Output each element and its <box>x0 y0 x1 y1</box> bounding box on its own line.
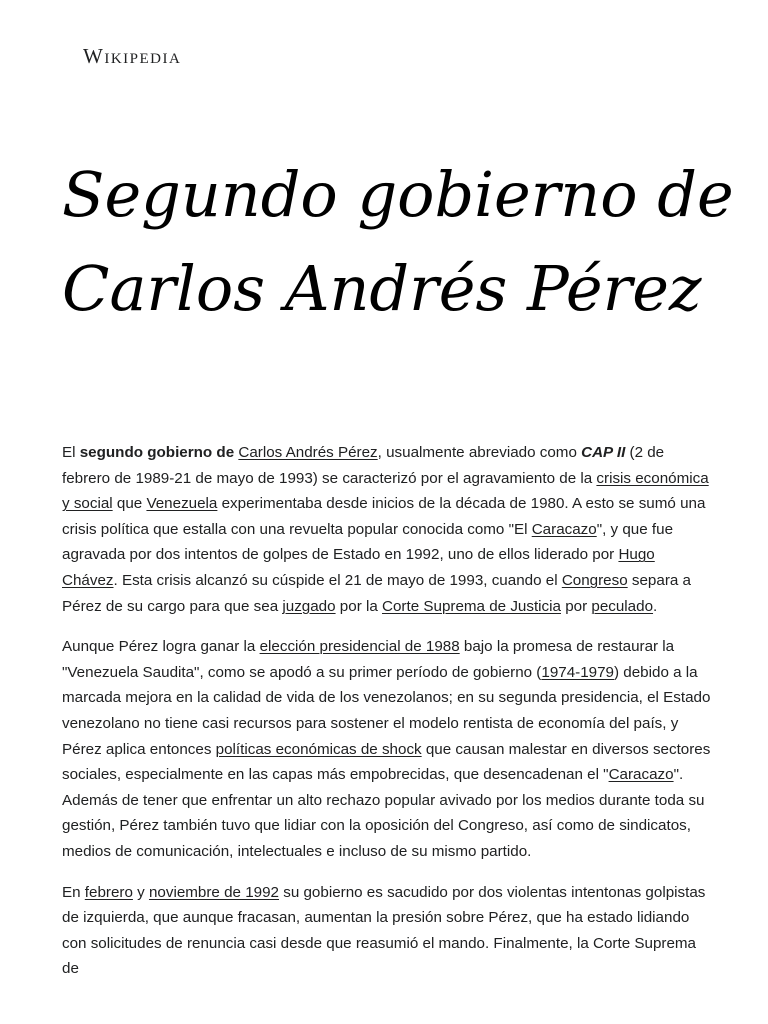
text: En <box>62 883 85 901</box>
text: y <box>132 883 149 901</box>
text: ", y que fue agravada por dos intentos de golpes de Estado en 1992, uno de ellos liderado por <box>62 520 674 564</box>
paragraph-2 <box>62 634 712 864</box>
text: ". Además de tener que enfrentar un alto rechazo popular avivado por los medios durante toda su gestión, Pérez también tuvo que lidiar con la oposición del Congreso, así como de sindicatos, medios de comunicación, intelectuales e incluso de su mismo partido. <box>62 766 705 860</box>
text: por la <box>335 597 383 615</box>
link-noviembre-1992[interactable]: noviembre de 1992 <box>148 883 279 901</box>
wikipedia-logo[interactable]: Wikipedia <box>83 44 182 68</box>
link-congreso[interactable]: Congreso <box>561 571 628 589</box>
text: , usualmente abreviado como <box>377 444 582 461</box>
text: . Esta crisis alcanzó su cúspide el 21 de mayo de 1993, cuando el <box>113 571 562 589</box>
text: que <box>112 495 147 513</box>
page-title: Segundo gobierno de Carlos Andrés Pérez <box>62 158 734 325</box>
link-juzgado[interactable]: juzgado <box>282 597 336 615</box>
abbreviation: CAP II <box>581 444 626 461</box>
bold-italic-text <box>581 444 625 461</box>
link-venezuela[interactable]: Venezuela <box>146 495 218 513</box>
article-body <box>62 440 712 997</box>
link-crisis-economica[interactable]: crisis económica y social <box>62 469 709 513</box>
text: bajo la promesa de restaurar la "Venezuela Saudita", como se apodó a su primer período de gobierno ( <box>62 638 675 681</box>
text: separa a Pérez de su cargo para que sea <box>62 571 691 615</box>
text: ) debido a la marcada mejora en la calidad de vida de los venezolanos; en su segunda presidencia, el Estado venezolano no tiene casi recursos para sostener el modelo rentista de economía del país, y Pérez aplica entonces <box>62 663 711 758</box>
text: experimentaba desde inicios de la década de 1980. A esto se sumó una crisis política que estalla con una revuelta popular conocida como "El <box>62 495 706 538</box>
paragraph-3 <box>62 880 712 982</box>
text: que causan malestar en diversos sectores sociales, especialmente en las capas más empobrecidas, que desencadenan el " <box>62 740 711 784</box>
text: El <box>62 444 80 461</box>
link-peculado[interactable]: peculado <box>591 597 654 615</box>
link-caracazo[interactable]: Caracazo <box>531 520 597 538</box>
text: . <box>653 597 658 615</box>
link-periodo-1974-1979[interactable]: 1974-1979 <box>541 663 615 681</box>
paragraph-1 <box>62 440 712 619</box>
text: por <box>560 597 592 615</box>
link-politicas-shock[interactable]: políticas económicas de shock <box>215 740 422 758</box>
bold-text: segundo gobierno de <box>79 444 239 461</box>
link-carlos-andres-perez[interactable]: Carlos Andrés Pérez <box>238 444 378 461</box>
text: su gobierno es sacudido por dos violentas intentonas golpistas de izquierda, que aunque fracasan, aumentan la presión sobre Pérez, que ha estado lidiando con solicitudes de renuncia casi desde que reasumió el mando. Finalmente, la Corte Suprema de <box>62 883 706 978</box>
text: (2 de febrero de 1989-21 de mayo de 1993) se caracterizó por el agravamiento de la <box>62 444 665 487</box>
link-hugo-chavez[interactable]: Hugo Chávez <box>62 546 655 589</box>
link-febrero[interactable]: febrero <box>84 883 133 901</box>
text: Aunque Pérez logra ganar la <box>62 638 260 656</box>
link-corte-suprema[interactable]: Corte Suprema de Justicia <box>382 597 561 615</box>
link-eleccion-1988[interactable]: elección presidencial de 1988 <box>259 638 460 656</box>
link-caracazo-2[interactable]: Caracazo <box>608 766 674 784</box>
